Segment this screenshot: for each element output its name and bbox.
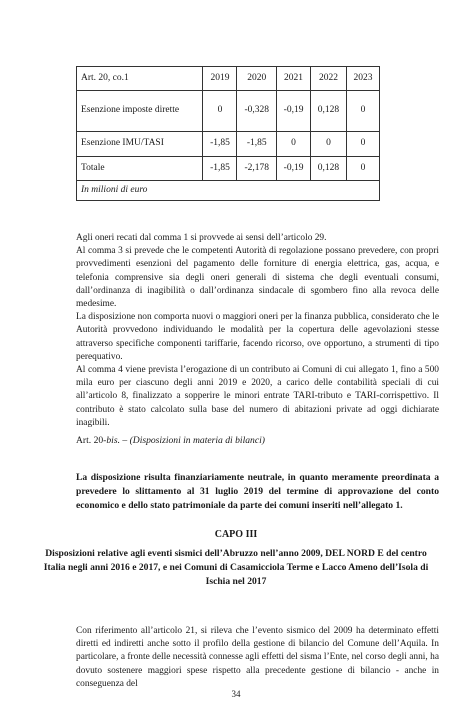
paragraph: Al comma 4 viene prevista l’erogazione di un contributo ai Comuni di cui allegato 1, fino a 500 mila euro per ciascuno degli anni 2019 e 2020, a carico delle contabilità speciali di cui all’articolo 8, finalizzato a sopperire le minori entrate TARI-tributo e TARI-corrispettivo. Il contributo è stato calcolato sulla base del numero di abitazioni private ad oggi dichiarate inagibili. xyxy=(76,365,439,428)
financial-impact-table xyxy=(76,66,380,201)
article-heading xyxy=(76,435,265,446)
table-cell: -1,85 xyxy=(237,132,277,157)
table-cell: -1,85 xyxy=(203,157,237,181)
table-cell: -2,178 xyxy=(237,157,277,181)
table-row xyxy=(77,91,380,132)
table-row-label: Totale xyxy=(77,157,203,181)
table-row xyxy=(77,132,380,157)
table-cell: 0 xyxy=(346,132,379,157)
table-header-cell: 2021 xyxy=(277,67,311,91)
table-header-cell: 2022 xyxy=(311,67,347,91)
table-footnote-row xyxy=(77,181,380,201)
bold-paragraph: La disposizione risulta finanziariamente neutrale, in quanto meramente preordinata a prevedere lo slittamento al 31 luglio 2019 del termine di approvazione del conto economico e dello stato patrimoniale da parte dei comuni inseriti nell’allegato 1. xyxy=(76,471,439,511)
chapter-subtitle: Disposizioni relative agli eventi sismici dell’Abruzzo nell’anno 2009, DEL NORD E del centro Italia negli anni 2016 e 2017, e nei Comuni di Casamicciola Terme e Lacco Ameno dell’Isola di Ischia nel 2017 xyxy=(43,548,429,587)
table-cell: 0 xyxy=(346,91,379,132)
table-cell: -1,85 xyxy=(203,132,237,157)
body-text xyxy=(76,232,439,430)
table-row-label: Esenzione IMU/TASI xyxy=(77,132,203,157)
page-number: 34 xyxy=(231,689,241,699)
table-cell: -0,19 xyxy=(277,91,311,132)
article-heading-prefix: Art. 20- xyxy=(76,435,107,446)
table-header-cell: 2020 xyxy=(237,67,277,91)
table-cell: 0 xyxy=(277,132,311,157)
table-cell: -0,328 xyxy=(237,91,277,132)
table-row-label: Esenzione imposte dirette xyxy=(77,91,203,132)
paragraph: La disposizione non comporta nuovi o maggiori oneri per la finanza pubblica, considerato che le Autorità provvedono individuando le modalità per la copertura delle agevolazioni stesse attraverso specifiche componenti tariffarie, facendo ricorso, ove opportuno, a strumenti di tipo perequativo. xyxy=(76,312,439,362)
table-cell: 0 xyxy=(346,157,379,181)
paragraph: Agli oneri recati dal comma 1 si provvede ai sensi dell’articolo 29. xyxy=(76,233,327,243)
paragraph: Con riferimento all’articolo 21, si rileva che l’evento sismico del 2009 ha determinato effetti diretti ed indiretti anche sotto il profilo della gestione di bilancio del Comune dell’Aquila. In particolare, a fronte delle necessità connesse agli effetti del sisma l’Ente, nel corso degli anni, ha dovuto sostenere maggiori spese rispetto alla precedente gestione di bilancio - anche in conseguenza del xyxy=(76,626,439,689)
table-cell: 0 xyxy=(311,132,347,157)
table-header-cell: 2019 xyxy=(203,67,237,91)
table-header-cell: Art. 20, co.1 xyxy=(77,67,203,91)
table-row xyxy=(77,157,380,181)
table-header-row xyxy=(77,67,380,91)
paragraph: Al comma 3 si prevede che le competenti Autorità di regolazione possano prevedere, con propri provvedimenti esenzioni del pagamento delle forniture di energia elettrica, gas, acqua, e telefonia comprensive sia degli oneri generali di sistema che degli eventuali consumi, dall’ordinanza di inagibilità o dall’ordinanza sindacale di sgombero fino alla revoca delle medesime. xyxy=(76,246,439,310)
closing-text xyxy=(76,625,439,691)
table-cell: 0 xyxy=(203,91,237,132)
article-heading-rest: . – (Disposizioni in materia di bilanci) xyxy=(117,435,265,446)
table-footnote: In milioni di euro xyxy=(77,181,380,201)
table-cell: -0,19 xyxy=(277,157,311,181)
table-cell: 0,128 xyxy=(311,91,347,132)
article-heading-bis: bis xyxy=(106,435,118,446)
chapter-title: CAPO III xyxy=(214,529,258,540)
table-cell: 0,128 xyxy=(311,157,347,181)
table-header-cell: 2023 xyxy=(346,67,379,91)
